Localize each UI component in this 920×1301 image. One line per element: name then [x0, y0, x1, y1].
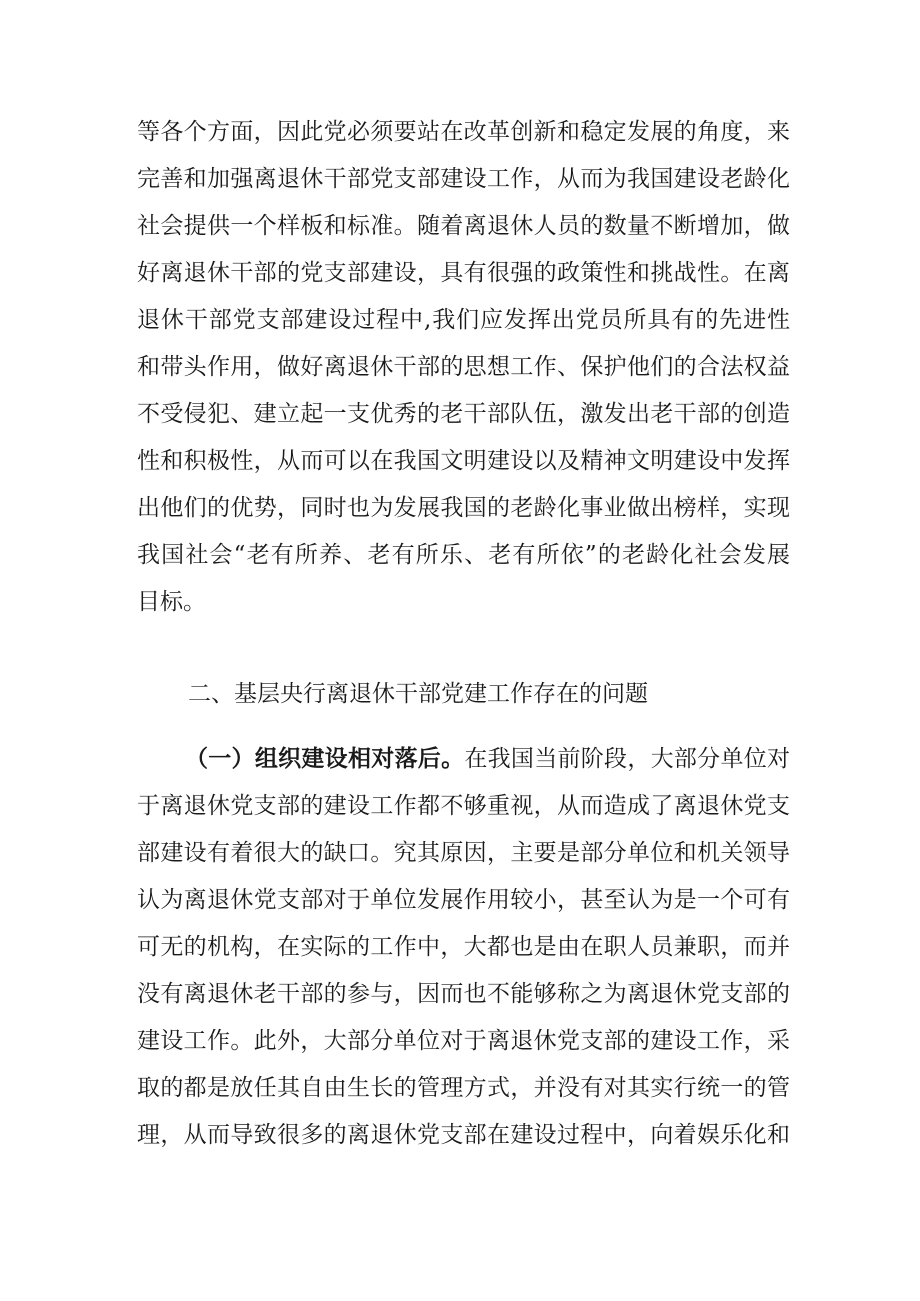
- paragraph-line: 完善和加强离退休干部党支部建设工作，从而为我国建设老龄化: [137, 166, 790, 192]
- paragraph-line: 建设工作。此外，大部分单位对于离退休党支部的建设工作，采: [137, 1028, 790, 1054]
- paragraph-line: 和带头作用，做好离退休干部的思想工作、保护他们的合法权益: [137, 354, 790, 380]
- paragraph-line: 取的都是放任其自由生长的管理方式，并没有对其实行统一的管: [137, 1075, 790, 1101]
- paragraph-line: 出他们的优势，同时也为发展我国的老龄化事业做出榜样，实现: [137, 495, 790, 521]
- paragraph-line: 社会提供一个样板和标准。随着离退休人员的数量不断增加，做: [137, 213, 790, 239]
- paragraph-line: 等各个方面，因此党必须要站在改革创新和稳定发展的角度，来: [137, 119, 790, 145]
- paragraph-line: 认为离退休党支部对于单位发展作用较小，甚至认为是一个可有: [137, 887, 790, 913]
- paragraph-line: 没有离退休老干部的参与，因而也不能够称之为离退休党支部的: [137, 981, 790, 1007]
- paragraph-line: 于离退休党支部的建设工作都不够重视，从而造成了离退休党支: [137, 793, 790, 819]
- paragraph-line: 好离退休干部的党支部建设，具有很强的政策性和挑战性。在离: [137, 260, 790, 286]
- paragraph-line: 性和积极性，从而可以在我国文明建设以及精神文明建设中发挥: [137, 448, 790, 474]
- subsection-first-line-text: 在我国当前阶段，大部分单位对: [464, 746, 790, 772]
- paragraph-line: 我国社会“老有所养、老有所乐、老有所依”的老龄化社会发展: [137, 542, 790, 568]
- subsection-title: （一）组织建设相对落后。: [185, 746, 465, 772]
- section-heading: 二、基层央行离退休干部党建工作存在的问题: [188, 681, 648, 707]
- paragraph-line: 退休干部党支部建设过程中,我们应发挥出党员所具有的先进性: [137, 307, 790, 333]
- paragraph-line: 部建设有着很大的缺口。究其原因，主要是部分单位和机关领导: [137, 840, 790, 866]
- paragraph-line: 目标。: [137, 589, 206, 615]
- paragraph-line: 可无的机构，在实际的工作中，大都也是由在职人员兼职，而并: [137, 934, 790, 960]
- subsection-first-line: [185, 737, 790, 781]
- paragraph-line: 理，从而导致很多的离退休党支部在建设过程中，向着娱乐化和: [137, 1122, 790, 1148]
- paragraph-line: 不受侵犯、建立起一支优秀的老干部队伍，激发出老干部的创造: [137, 401, 790, 427]
